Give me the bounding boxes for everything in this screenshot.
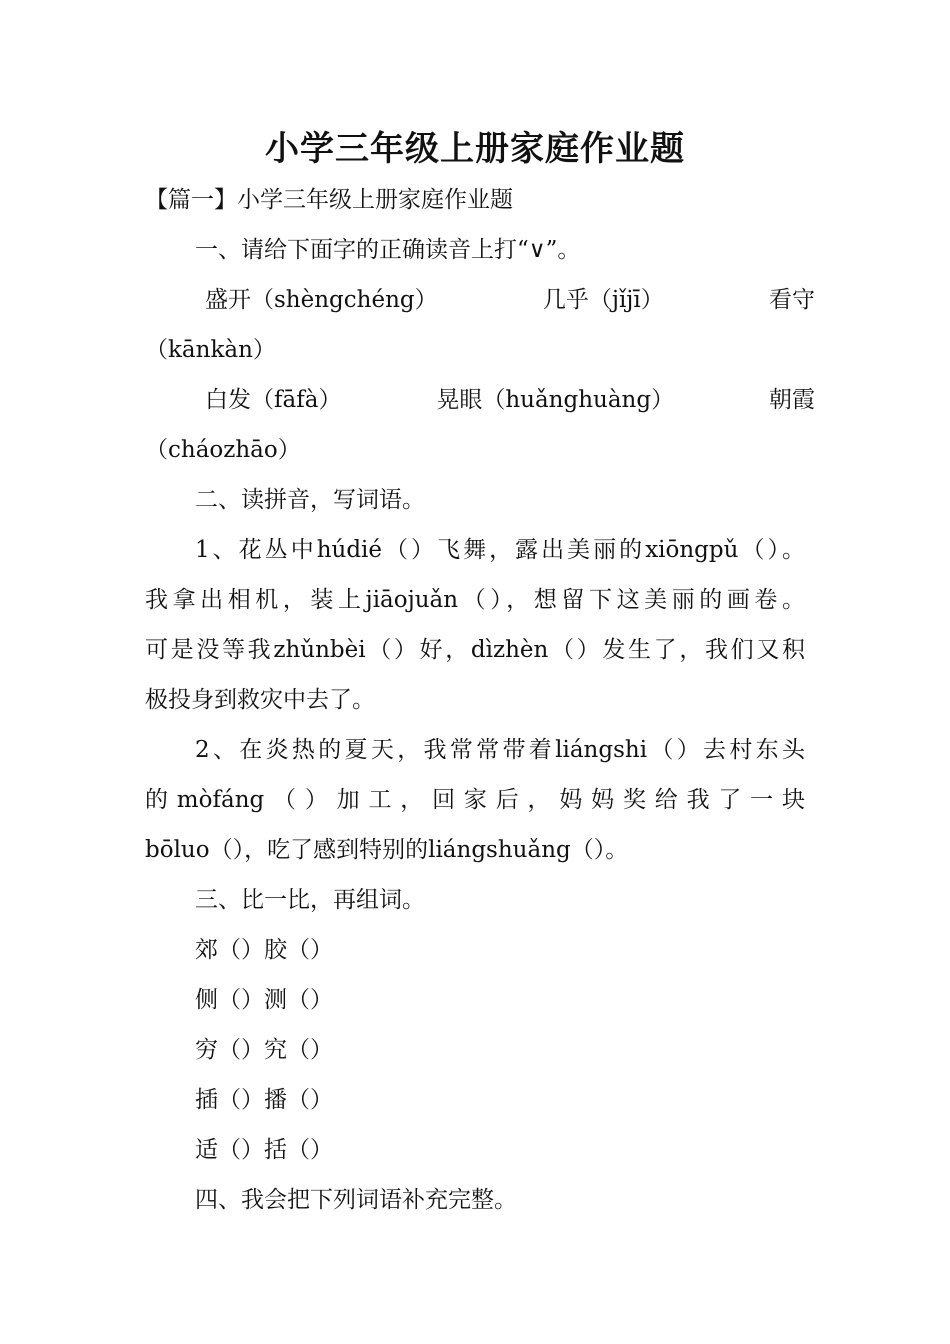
question-3-heading: 三、比一比，再组词。 <box>195 887 425 913</box>
question-1-heading: 一、请给下面字的正确读音上打“∨”。 <box>195 237 581 263</box>
paragraph-line: 的mòfáng（）加工，回家后，妈妈奖给我了一块 <box>145 787 805 813</box>
page-title: 小学三年级上册家庭作业题 <box>265 129 685 169</box>
question-1-row-1-continued: （kānkàn） <box>145 337 276 363</box>
section-subtitle: 【篇一】小学三年级上册家庭作业题 <box>145 187 513 213</box>
paragraph-line: 我拿出相机，装上jiāojuǎn（），想留下这美丽的画卷。 <box>145 587 805 613</box>
compare-item: 郊（）胶（） <box>195 937 333 963</box>
question-2-heading: 二、读拼音，写词语。 <box>195 487 425 513</box>
paragraph-line: bōluo（），吃了感到特别的liángshuǎng（）。 <box>145 837 629 863</box>
question-4-heading: 四、我会把下列词语补充完整。 <box>195 1187 517 1213</box>
question-1-row-1 <box>195 275 815 325</box>
compare-item: 侧（）测（） <box>195 987 333 1013</box>
paragraph-line: 可是没等我zhǔnbèi（）好，dìzhèn（）发生了，我们又积 <box>145 637 805 663</box>
question-1-row-2-continued: （cháozhāo） <box>145 437 301 463</box>
compare-item: 适（）括（） <box>195 1137 333 1163</box>
pinyin-choice: 看守 <box>769 287 815 313</box>
pinyin-choice: 几乎（jǐjī） <box>542 287 664 313</box>
pinyin-choice: 晃眼（huǎnghuàng） <box>436 387 675 413</box>
compare-item: 插（）播（） <box>195 1087 333 1113</box>
pinyin-choice: 盛开（shèngchéng） <box>205 287 438 313</box>
pinyin-choice: 朝霞 <box>768 387 815 413</box>
paragraph-line: 2、在炎热的夏天，我常常带着liángshi（）去村东头 <box>195 737 805 763</box>
paragraph-line: 1、花丛中húdié（）飞舞，露出美丽的xiōngpǔ（）。 <box>195 537 805 563</box>
compare-item: 穷（）究（） <box>195 1037 333 1063</box>
question-1-row-2 <box>195 375 815 425</box>
paragraph-line: 极投身到救灾中去了。 <box>145 687 375 713</box>
pinyin-choice: 白发（fāfà） <box>205 387 342 413</box>
